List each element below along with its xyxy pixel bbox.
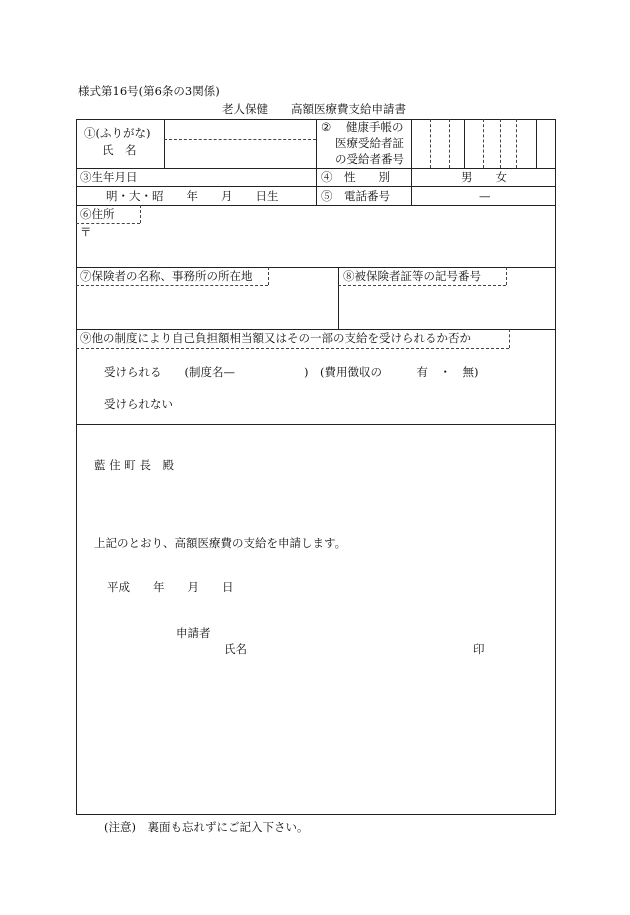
col-divider xyxy=(536,119,537,168)
applicant-label: 申請者 xyxy=(176,626,211,640)
gender-options: 男 女 xyxy=(461,170,507,184)
label-box-edge xyxy=(338,285,506,286)
label-box-edge xyxy=(509,329,510,348)
label-box-edge xyxy=(76,348,509,349)
row-divider xyxy=(76,205,556,206)
date-line: 平成 年 月 日 xyxy=(107,580,234,594)
digit-dashed-line xyxy=(483,119,484,168)
can-receive-line: 受けられる (制度名— ) (費用徴収の 有 ・ 無) xyxy=(104,365,479,379)
furigana-label: ①(ふりがな) xyxy=(84,126,151,140)
birthdate-label: ③生年月日 xyxy=(80,170,138,184)
row-divider xyxy=(76,329,556,330)
col-divider xyxy=(338,267,339,329)
col-divider xyxy=(411,119,412,205)
gender-label: ④ 性 別 xyxy=(321,170,390,184)
label-box-edge xyxy=(506,267,507,285)
col-divider xyxy=(164,119,165,168)
postal-mark: 〒 xyxy=(80,225,92,239)
form-number: 様式第16号(第6条の3関係) xyxy=(78,84,220,98)
health-book-label-1: 健康手帳の xyxy=(346,120,404,134)
label-box-edge xyxy=(76,223,140,224)
health-book-number: ② xyxy=(321,120,332,134)
addressee: 藍 住 町 長 殿 xyxy=(94,458,174,472)
seal-label: 印 xyxy=(473,642,485,656)
phone-label: ⑤ 電話番号 xyxy=(321,189,390,203)
digit-dashed-line xyxy=(449,119,450,168)
form-title: 老人保健 高額医療費支給申請書 xyxy=(222,102,406,116)
furigana-dashed-line xyxy=(164,139,316,140)
insurer-label: ⑦保険者の名称、事務所の所在地 xyxy=(80,269,253,283)
insured-card-label: ⑧被保険者証等の記号番号 xyxy=(343,269,481,283)
health-book-label-3: の受給者番号 xyxy=(335,152,404,166)
name-label: 氏 名 xyxy=(102,143,137,157)
address-label: ⑥住所 xyxy=(80,207,115,221)
health-book-label-2: 医療受給者証 xyxy=(335,136,404,150)
applicant-name-label: 氏名 xyxy=(224,642,247,656)
digit-dashed-line xyxy=(430,119,431,168)
label-box-edge xyxy=(268,267,269,285)
phone-dash: — xyxy=(479,189,491,203)
label-box-edge xyxy=(140,205,141,223)
col-divider xyxy=(464,119,465,168)
cannot-receive-line: 受けられない xyxy=(104,397,173,411)
birthdate-era: 明・大・昭 年 月 日生 xyxy=(106,189,279,203)
digit-dashed-line xyxy=(516,119,517,168)
row-divider xyxy=(76,424,556,425)
other-system-label: ⑨他の制度により自己負担額相当額又はその一部の支給を受けられるか否か xyxy=(80,331,471,345)
request-text: 上記のとおり、高額医療費の支給を申請します。 xyxy=(94,536,347,550)
row-divider xyxy=(76,267,556,268)
note: (注意) 裏面も忘れずにご記入下さい。 xyxy=(104,820,309,834)
digit-dashed-line xyxy=(500,119,501,168)
label-box-edge xyxy=(76,285,268,286)
col-divider xyxy=(316,119,317,205)
